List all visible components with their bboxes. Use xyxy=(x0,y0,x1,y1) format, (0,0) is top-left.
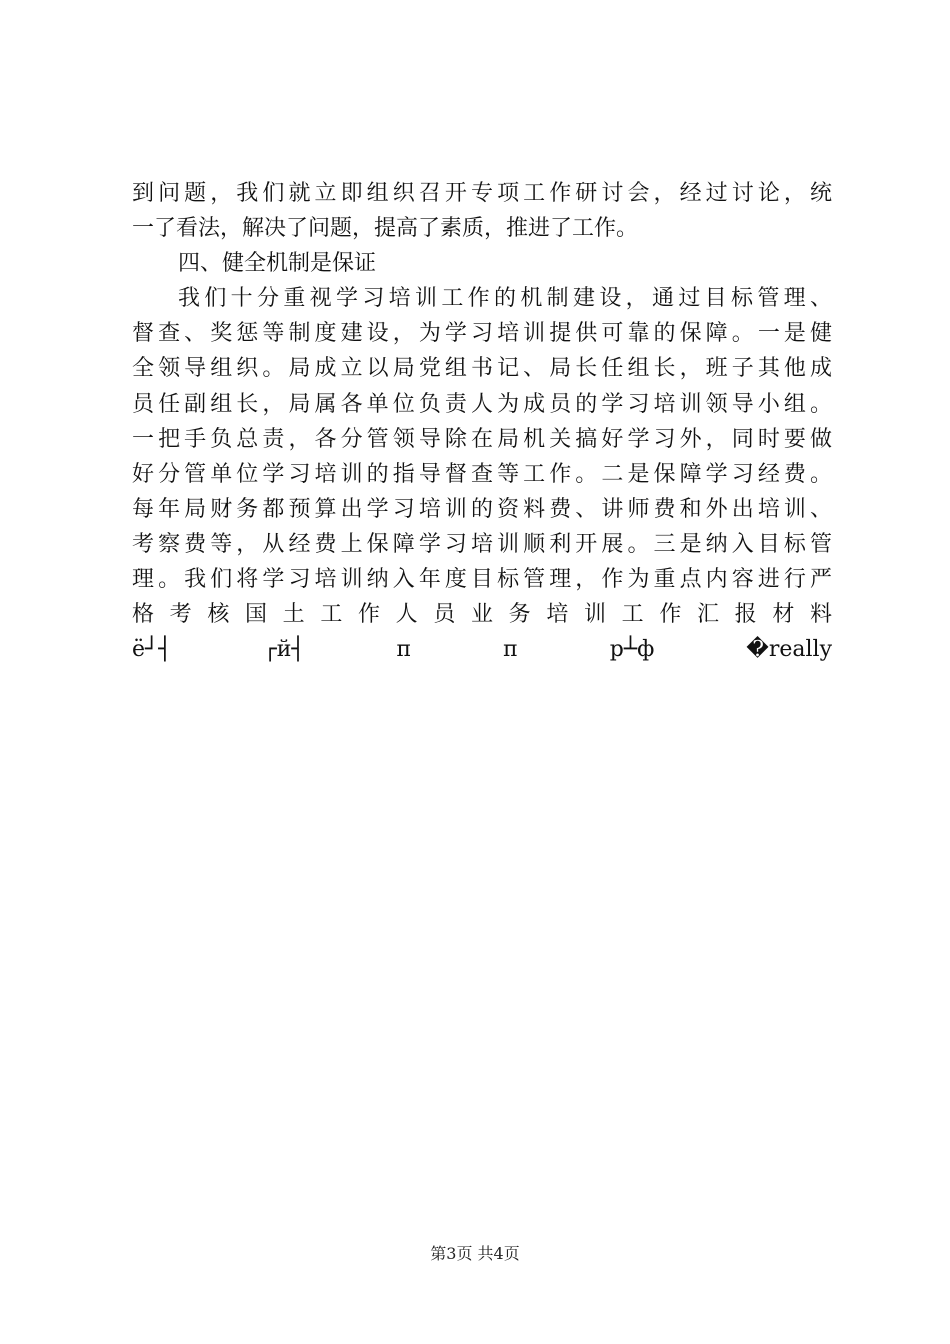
garbled-text-line xyxy=(132,1159,832,1194)
text-line: 督查、奖惩等制度建设，为学习培训提供可靠的保障。一是健 xyxy=(132,321,832,347)
text-line: 每年局财务都预算出学习培训的资料费、讲师费和外出培训、 xyxy=(132,496,832,522)
document-body xyxy=(132,176,832,1264)
garbled-text-line xyxy=(132,1124,832,1159)
garbled-text-line xyxy=(132,843,832,878)
garbled-text-line xyxy=(132,878,832,913)
text-line: 好分管单位学习培训的指导督查等工作。二是保障学习经费。 xyxy=(132,461,832,487)
garbled-text-line xyxy=(132,667,832,702)
text-line: 一把手负总责，各分管领导除在局机关搞好学习外，同时要做 xyxy=(132,426,832,452)
text-line: 我们十分重视学习培训工作的机制建设，通过目标管理、 xyxy=(178,286,832,312)
garbled-text-line xyxy=(132,1088,832,1123)
text-line: 一了看法，解决了问题，提高了素质，推进了工作。 xyxy=(132,216,639,242)
text-line: 全领导组织。局成立以局党组书记、局长任组长，班子其他成 xyxy=(132,356,832,382)
garbled-text-line xyxy=(132,808,832,843)
garbled-text-line: ё┘┤ ┌й┤ п п р┴ф �really xyxy=(132,637,832,663)
garbled-text-line xyxy=(132,948,832,983)
page-number-footer: 第3页 共4页 xyxy=(430,1244,520,1263)
garbled-text-line xyxy=(132,702,832,737)
garbled-text-line xyxy=(132,1018,832,1053)
garbled-text-line xyxy=(132,983,832,1018)
text-line: 理。我们将学习培训纳入年度目标管理，作为重点内容进行严 xyxy=(132,567,832,593)
text-line: 员任副组长，局属各单位负责人为成员的学习培训领导小组。 xyxy=(132,391,832,417)
garbled-text-line xyxy=(132,738,832,773)
text-line: 格考核国土工作人员业务培训工作汇报材料 xyxy=(132,602,832,628)
garbled-text-line xyxy=(132,1194,832,1229)
garbled-text-line xyxy=(132,773,832,808)
section-heading: 四、健全机制是保证 xyxy=(178,251,377,277)
text-line: 考察费等，从经费上保障学习培训顺利开展。三是纳入目标管 xyxy=(132,531,832,557)
garbled-text-line xyxy=(132,913,832,948)
garbled-text-line xyxy=(132,1053,832,1088)
text-line: 到问题，我们就立即组织召开专项工作研讨会，经过讨论，统 xyxy=(132,181,832,206)
